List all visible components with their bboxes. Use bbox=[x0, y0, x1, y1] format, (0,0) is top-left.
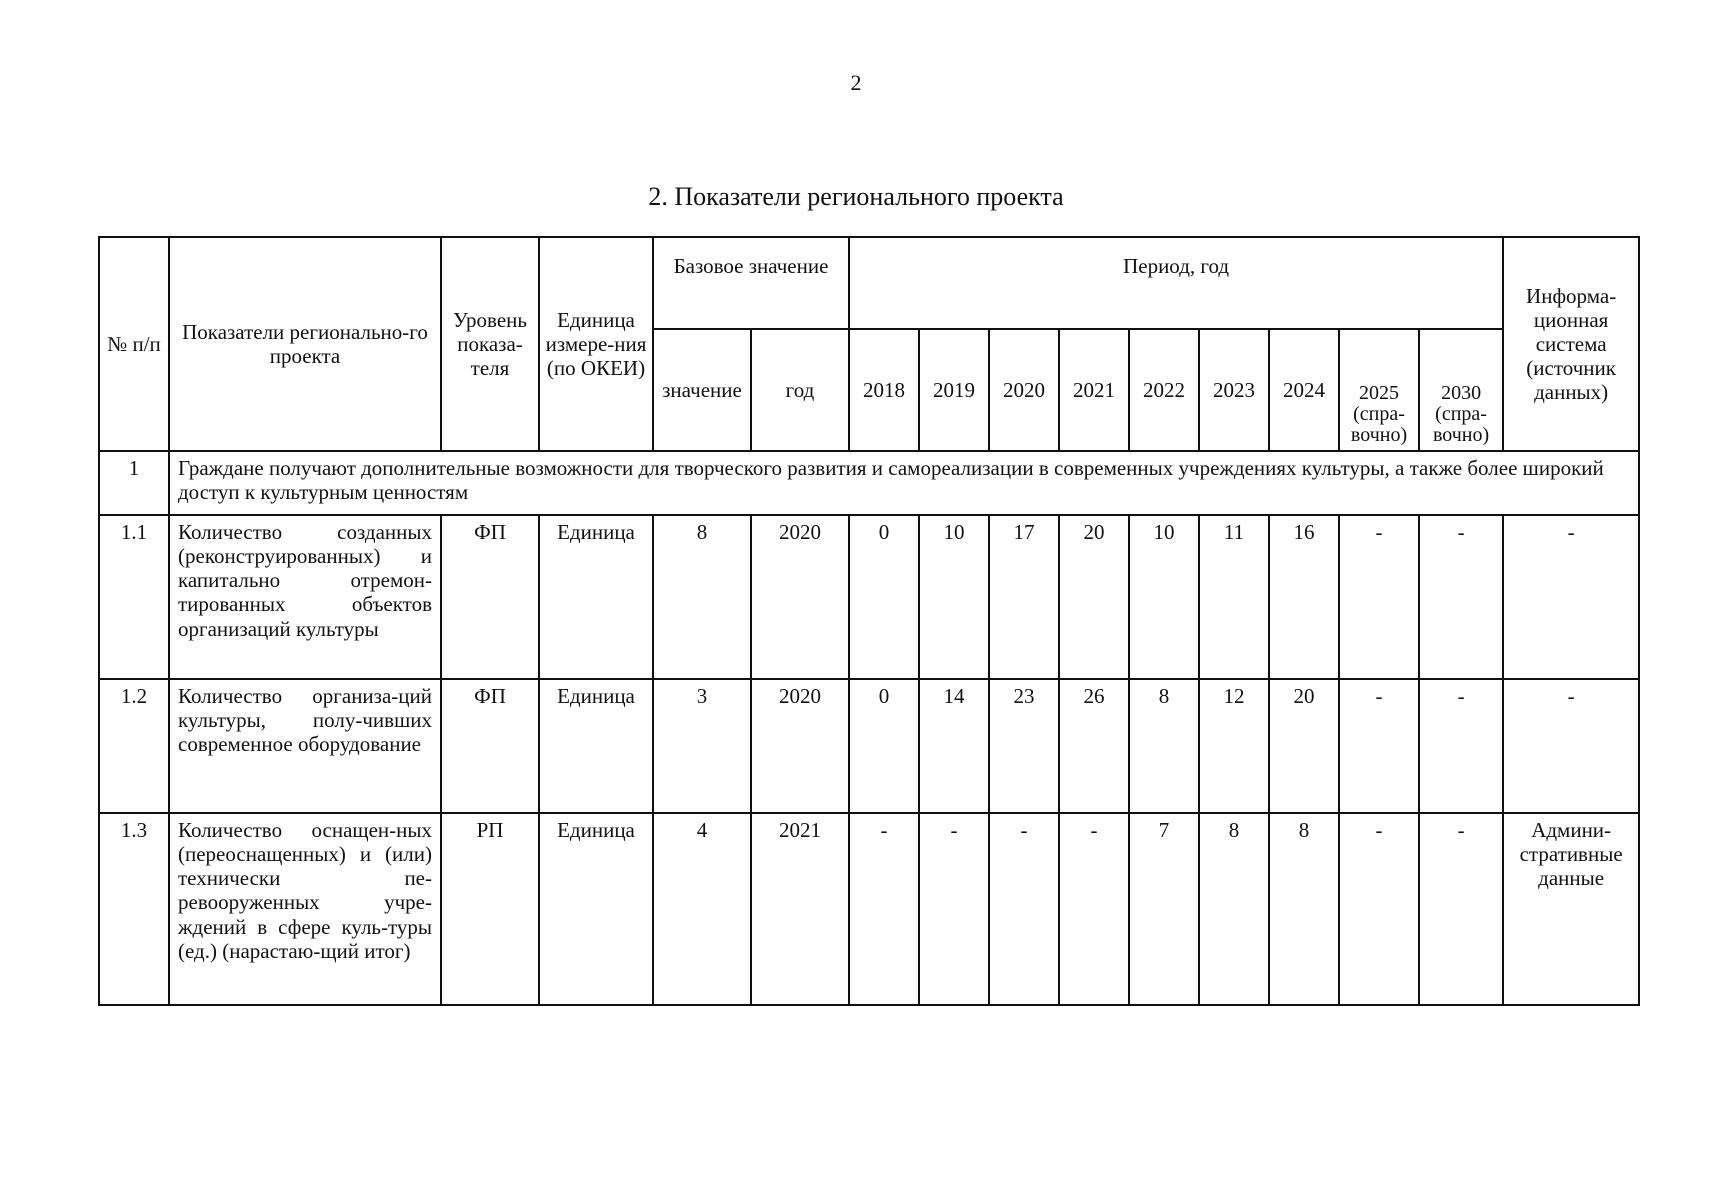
row-base-value: 3 bbox=[653, 679, 751, 813]
row-year-2020: - bbox=[989, 813, 1059, 1005]
row-unit: Единица bbox=[539, 813, 653, 1005]
row-year-2022: 8 bbox=[1129, 679, 1199, 813]
row-base-year: 2020 bbox=[751, 679, 849, 813]
row-indicator-name: Количество организа-ций культуры, полу-чивших современное оборудование bbox=[169, 679, 441, 813]
row-source: Админи-стративные данные bbox=[1503, 813, 1639, 1005]
row-year-2018: - bbox=[849, 813, 919, 1005]
row-year-2023: 8 bbox=[1199, 813, 1269, 1005]
table-row bbox=[99, 813, 1639, 1005]
row-year-2021: 20 bbox=[1059, 515, 1129, 679]
header-year-2023: 2023 bbox=[1199, 329, 1269, 451]
row-year-2025: - bbox=[1339, 679, 1419, 813]
row-unit: Единица bbox=[539, 515, 653, 679]
row-year-2022: 7 bbox=[1129, 813, 1199, 1005]
row-year-2020: 23 bbox=[989, 679, 1059, 813]
row-base-year: 2021 bbox=[751, 813, 849, 1005]
row-year-2018: 0 bbox=[849, 679, 919, 813]
row-level: РП bbox=[441, 813, 539, 1005]
row-source: - bbox=[1503, 515, 1639, 679]
goal-text: Граждане получают дополнительные возможности для творческого развития и самореализации в современных учреждениях культуры, а также более широкий доступ к культурным ценностям bbox=[169, 451, 1639, 515]
header-base-value-value: значение bbox=[653, 329, 751, 451]
indicators-table bbox=[98, 236, 1640, 1006]
row-year-2019: 10 bbox=[919, 515, 989, 679]
row-level: ФП bbox=[441, 679, 539, 813]
goal-num: 1 bbox=[99, 451, 169, 515]
header-year-2020: 2020 bbox=[989, 329, 1059, 451]
row-year-2024: 20 bbox=[1269, 679, 1339, 813]
row-year-2025: - bbox=[1339, 515, 1419, 679]
row-year-2030: - bbox=[1419, 515, 1503, 679]
row-source: - bbox=[1503, 679, 1639, 813]
row-year-2030: - bbox=[1419, 679, 1503, 813]
header-year-2030: 2030 (спра-вочно) bbox=[1419, 329, 1503, 451]
row-unit: Единица bbox=[539, 679, 653, 813]
header-year-2024: 2024 bbox=[1269, 329, 1339, 451]
row-year-2023: 11 bbox=[1199, 515, 1269, 679]
row-year-2021: - bbox=[1059, 813, 1129, 1005]
page-number: 2 bbox=[850, 70, 862, 95]
header-num: № п/п bbox=[99, 237, 169, 451]
row-num: 1.1 bbox=[99, 515, 169, 679]
header-year-2025: 2025 (спра-вочно) bbox=[1339, 329, 1419, 451]
header-year-2021: 2021 bbox=[1059, 329, 1129, 451]
row-year-2024: 16 bbox=[1269, 515, 1339, 679]
row-num: 1.2 bbox=[99, 679, 169, 813]
row-year-2020: 17 bbox=[989, 515, 1059, 679]
row-year-2019: 14 bbox=[919, 679, 989, 813]
row-year-2024: 8 bbox=[1269, 813, 1339, 1005]
row-year-2021: 26 bbox=[1059, 679, 1129, 813]
row-base-value: 8 bbox=[653, 515, 751, 679]
header-period: Период, год bbox=[849, 237, 1503, 329]
row-year-2019: - bbox=[919, 813, 989, 1005]
row-year-2023: 12 bbox=[1199, 679, 1269, 813]
row-base-value: 4 bbox=[653, 813, 751, 1005]
row-base-year: 2020 bbox=[751, 515, 849, 679]
header-year-2022: 2022 bbox=[1129, 329, 1199, 451]
table-row bbox=[99, 515, 1639, 679]
header-info-system: Информа-ционная система (источник данных) bbox=[1503, 237, 1639, 451]
header-row-1 bbox=[99, 237, 1639, 329]
header-year-2019: 2019 bbox=[919, 329, 989, 451]
header-year-2018: 2018 bbox=[849, 329, 919, 451]
table-row bbox=[99, 679, 1639, 813]
row-year-2022: 10 bbox=[1129, 515, 1199, 679]
header-level: Уровень показа-теля bbox=[441, 237, 539, 451]
header-unit: Единица измере-ния (по ОКЕИ) bbox=[539, 237, 653, 451]
row-level: ФП bbox=[441, 515, 539, 679]
document-title: 2. Показатели регионального проекта bbox=[648, 182, 1064, 211]
header-indicator: Показатели регионально-го проекта bbox=[169, 237, 441, 451]
row-indicator-name: Количество созданных (реконструированных) и капитально отремон-тированных объектов организаций культуры bbox=[169, 515, 441, 679]
row-year-2025: - bbox=[1339, 813, 1419, 1005]
row-num: 1.3 bbox=[99, 813, 169, 1005]
goal-row bbox=[99, 451, 1639, 515]
row-indicator-name: Количество оснащен-ных (переоснащенных) и (или) технически пе-ревооруженных учре-ждений в сфере куль-туры (ед.) (нарастаю-щий итог) bbox=[169, 813, 441, 1005]
header-base-value-year: год bbox=[751, 329, 849, 451]
row-year-2018: 0 bbox=[849, 515, 919, 679]
header-base-value: Базовое значение bbox=[653, 237, 849, 329]
row-year-2030: - bbox=[1419, 813, 1503, 1005]
